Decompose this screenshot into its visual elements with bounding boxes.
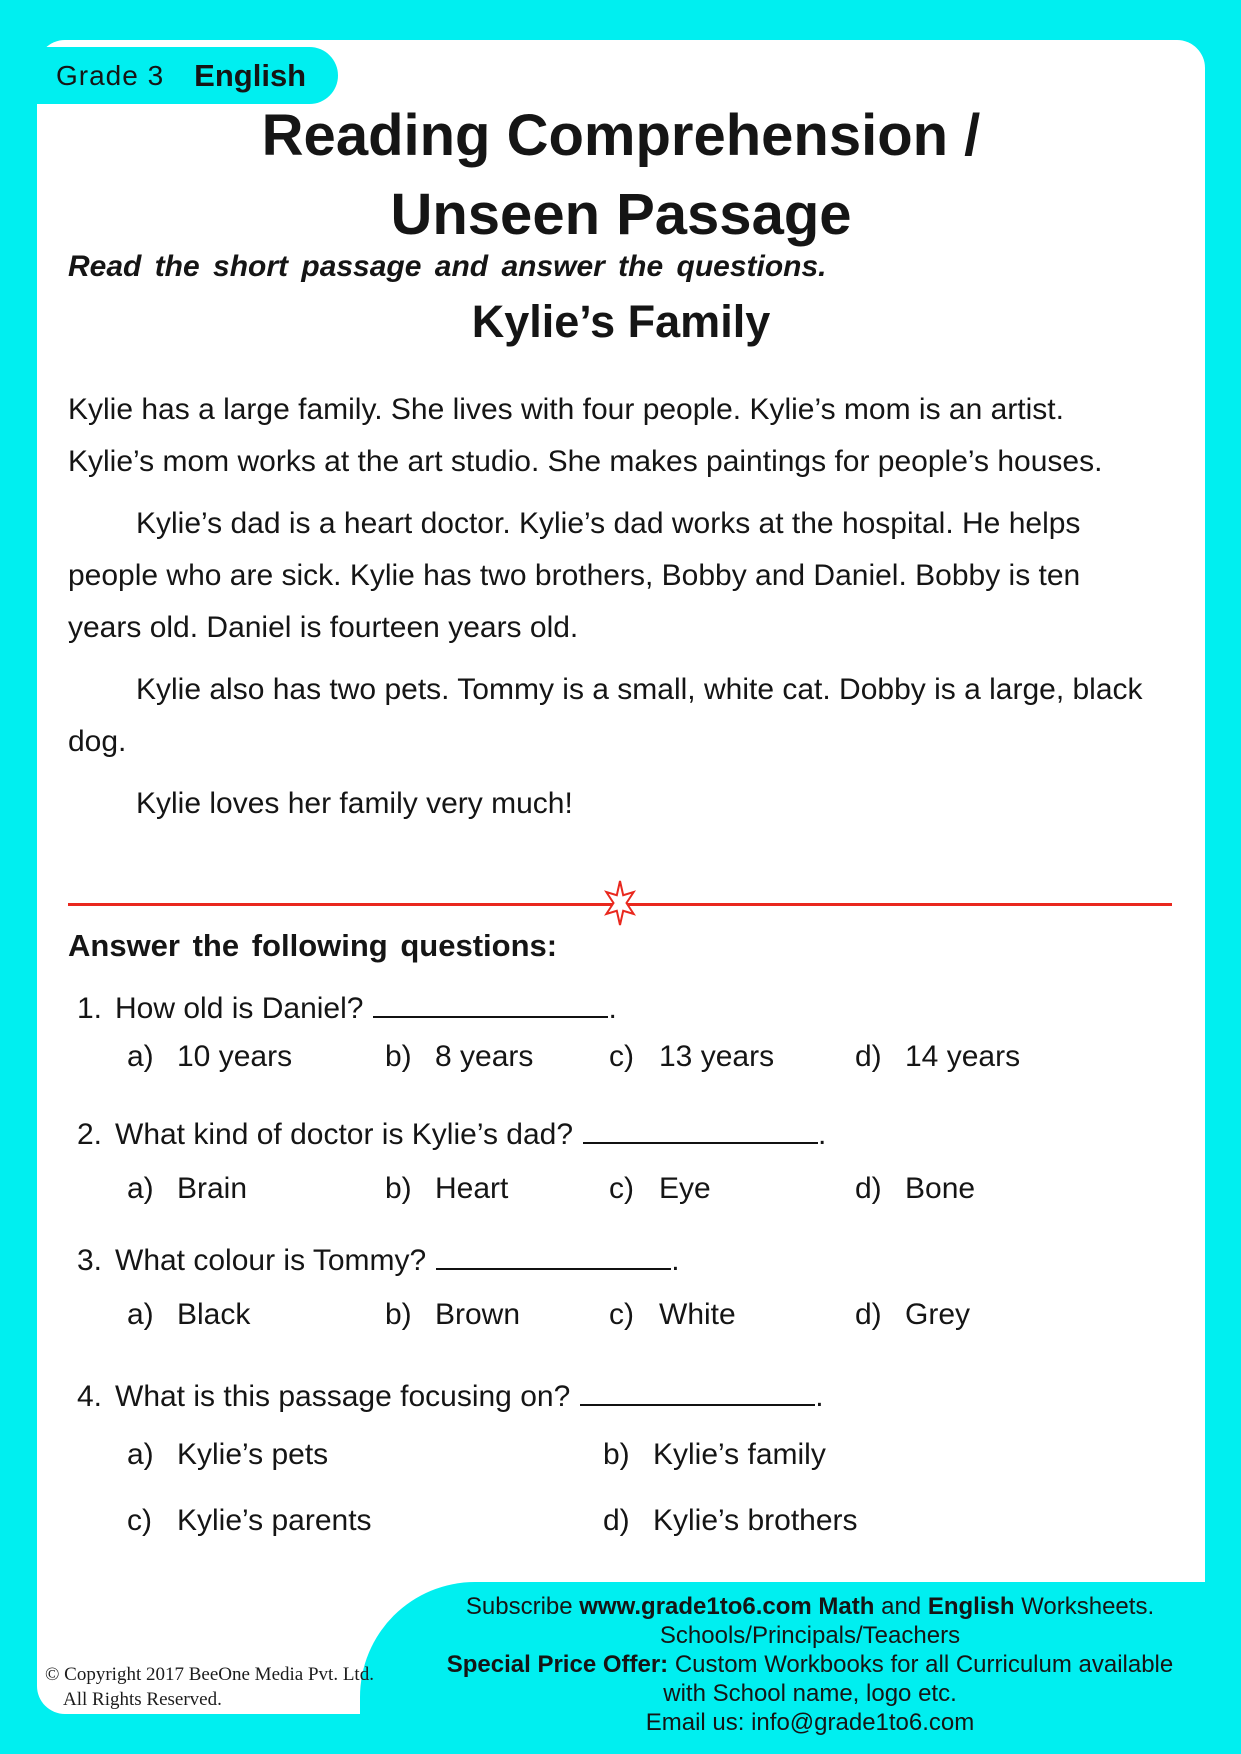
- option-3d: d) Grey: [855, 1298, 971, 1331]
- subject-label: English: [194, 57, 307, 93]
- question-4-options-row1: [77, 1438, 1197, 1480]
- question-number: 4.: [77, 1380, 103, 1413]
- question-number: 1.: [77, 992, 103, 1025]
- question-text: What is this passage focusing on?: [115, 1380, 571, 1413]
- question-text: What colour is Tommy?: [115, 1244, 427, 1277]
- question-2-line: [77, 1112, 1197, 1154]
- question-4-line: [77, 1374, 1197, 1416]
- passage-heading: Kylie’s Family: [471, 296, 771, 347]
- passage-body: [68, 384, 1148, 830]
- question-3-options: [77, 1298, 1197, 1340]
- question-3: [77, 1238, 1197, 1331]
- passage-paragraph-2: Kylie’s dad is a heart doctor. Kylie’s dad works at the hospital. He helps people who are sick. Kylie has two brothers, Bobby and Daniel. Bobby is ten years old. Daniel is fourteen years old.: [68, 507, 1081, 644]
- page-title-line1: Reading Comprehension /: [261, 103, 981, 168]
- footer-line-audience: Schools/Principals/Teachers: [659, 1622, 961, 1649]
- answer-blank-4[interactable]: [580, 1374, 815, 1406]
- option-4b: b) Kylie’s family: [603, 1438, 826, 1471]
- footer-line-subscribe: Subscribe www.grade1to6.com Math and English Worksheets.: [465, 1593, 1155, 1620]
- copyright-line2: All Rights Reserved.: [63, 1689, 222, 1710]
- footer-website-link[interactable]: www.grade1to6.com Math: [579, 1593, 875, 1620]
- question-1-options: [77, 1040, 1197, 1082]
- question-2-options: [77, 1172, 1197, 1214]
- option-2d: d) Bone: [855, 1172, 976, 1205]
- passage-paragraph-3: Kylie also has two pets. Tommy is a small, white cat. Dobby is a large, black dog.: [68, 673, 1143, 758]
- question-text: How old is Daniel?: [115, 992, 364, 1025]
- option-4c: c) Kylie’s parents: [127, 1504, 372, 1537]
- question-text: What kind of doctor is Kylie’s dad?: [115, 1118, 574, 1151]
- option-4d: d) Kylie’s brothers: [603, 1504, 858, 1537]
- grade-label: Grade 3: [56, 59, 165, 91]
- option-2b: b) Heart: [385, 1172, 509, 1205]
- option-1a: a) 10 years: [127, 1040, 293, 1073]
- instruction-text: Read the short passage and answer the questions.: [68, 250, 827, 283]
- page-title: [37, 96, 1205, 254]
- question-4-options-row2: [77, 1504, 1197, 1546]
- passage-paragraph-1: Kylie has a large family. She lives with four people. Kylie’s mom is an artist. Kylie’s mom works at the art studio. She makes paintings for people’s houses.: [68, 393, 1103, 478]
- option-2a: a) Brain: [127, 1172, 248, 1205]
- blank-period: .: [815, 1380, 824, 1413]
- questions-section-header: Answer the following questions:: [68, 928, 558, 963]
- option-2c: c) Eye: [609, 1172, 711, 1205]
- blank-period: .: [608, 992, 617, 1025]
- footer-line-offer: Special Price Offer: Custom Workbooks for all Curriculum available: [446, 1651, 1174, 1678]
- question-2: [77, 1112, 1197, 1205]
- answer-blank-2[interactable]: [583, 1112, 818, 1144]
- answer-blank-1[interactable]: [373, 986, 608, 1018]
- footer-promo-text: [385, 1592, 1235, 1737]
- option-1c: c) 13 years: [609, 1040, 775, 1073]
- question-1-line: [77, 986, 1197, 1028]
- blank-period: .: [818, 1118, 827, 1151]
- copyright-notice: [45, 1662, 374, 1712]
- footer-line-email[interactable]: Email us: info@grade1to6.com: [645, 1709, 975, 1736]
- question-4: [77, 1374, 1197, 1537]
- page-title-line2: Unseen Passage: [390, 182, 852, 247]
- blank-period: .: [671, 1244, 680, 1277]
- question-number: 2.: [77, 1118, 103, 1151]
- copyright-line1: © Copyright 2017 BeeOne Media Pvt. Ltd.: [45, 1664, 374, 1685]
- question-3-line: [77, 1238, 1197, 1280]
- option-4a: a) Kylie’s pets: [127, 1438, 329, 1471]
- question-1: [77, 986, 1197, 1073]
- question-number: 3.: [77, 1244, 103, 1277]
- passage-paragraph-4: Kylie loves her family very much!: [136, 787, 573, 820]
- footer-line-customization: with School name, logo etc.: [663, 1680, 957, 1707]
- option-3b: b) Brown: [385, 1298, 521, 1331]
- answer-blank-3[interactable]: [436, 1238, 671, 1270]
- option-3a: a) Black: [127, 1298, 251, 1331]
- option-1b: b) 8 years: [385, 1040, 534, 1073]
- option-1d: d) 14 years: [855, 1040, 1021, 1073]
- star-divider-icon: [604, 880, 636, 926]
- option-3c: c) White: [609, 1298, 736, 1331]
